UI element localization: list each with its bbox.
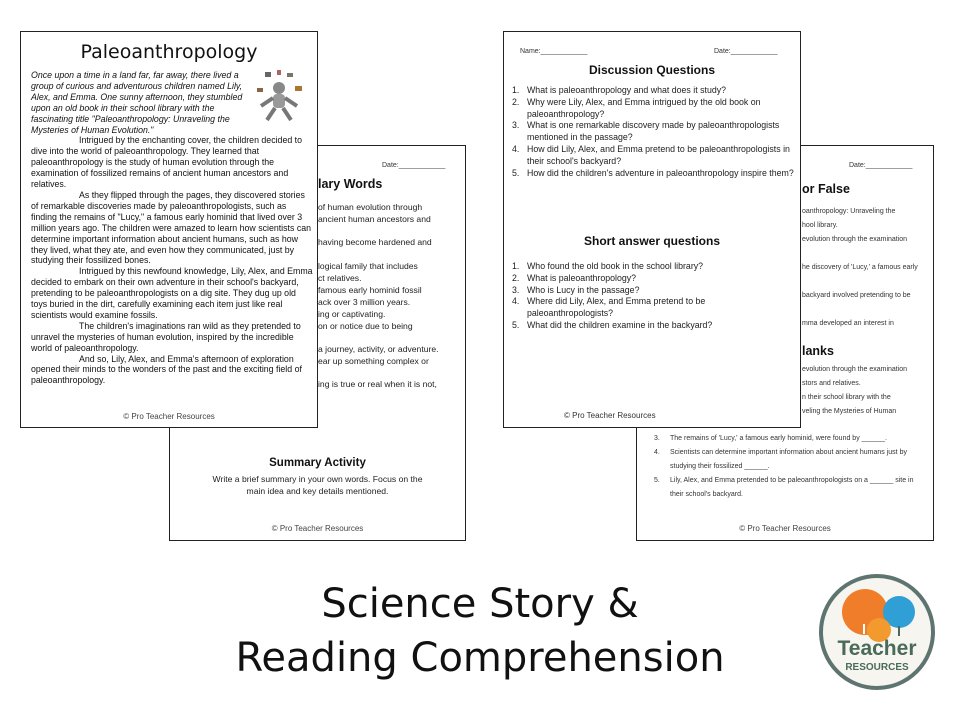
- short-answer-list: [512, 261, 796, 332]
- list-item: 2. Why were Lily, Alex, and Emma intrigued by the old book on paleoanthropology?: [512, 96, 761, 119]
- vocab-line: having become hardened and: [318, 237, 432, 247]
- date-field: Date:____________: [714, 48, 778, 55]
- tf-line: evolution through the examination: [802, 236, 908, 243]
- blank-line: evolution through the examination: [802, 366, 908, 373]
- vocab-line: logical family that includes: [318, 261, 418, 271]
- list-item: 3. What is one remarkable discovery made by paleoanthropologists mentioned in the passage?: [512, 120, 780, 143]
- copyright-footer: © Pro Teacher Resources: [739, 524, 831, 533]
- story-paragraph: Once upon a time in a land far, far away, there lived a group of curious and adventurous children named Lily, Alex, and Emma. One sunny afternoon, they stumbled upon an old book in their school library with the fascinating title "Paleoanthropology: Unraveling the Mysteries of Human Evolution.": [31, 70, 243, 135]
- short-answer-heading: Short answer questions: [583, 234, 721, 248]
- story-paragraph: The children's imaginations ran wild as they pretended to unravel the mysteries of human evolution, inspired by the incredible world of paleoanthropology.: [31, 320, 301, 353]
- list-item: 4. Where did Lily, Alex, and Emma pretend to be paleoanthropologists?: [512, 296, 706, 319]
- copyright-footer: © Pro Teacher Resources: [564, 411, 656, 420]
- tf-line: oanthropology: Unraveling the: [802, 208, 896, 215]
- tf-line: hool library.: [802, 222, 838, 229]
- blank-line: stors and relatives.: [802, 380, 861, 387]
- teacher-resources-logo: [819, 574, 935, 690]
- name-field: Name:____________: [520, 48, 588, 55]
- vocab-line: ear up something complex or: [318, 356, 429, 366]
- blank-item: The remains of 'Lucy,' a famous early hominid, were found by ______.: [670, 435, 887, 442]
- list-item: 4. How did Lily, Alex, and Emma pretend to be paleoanthropologists in their school's backyard?: [512, 143, 790, 166]
- story-paragraph: As they flipped through the pages, they discovered stories of remarkable discoveries made by paleoanthropologists, such as finding the remains of "Lucy," a famous early hominid that lived over 3 million years ago. The children were amazed to learn how scientists can determine important information about ancient humans, such as how they lived, what they ate, and even how they communicated, just by studying their fossilized bones.: [31, 189, 312, 266]
- story-text: [31, 70, 313, 386]
- copyright-footer: © Pro Teacher Resources: [271, 524, 364, 533]
- blank-item: Scientists can determine important information about ancient humans just by: [670, 449, 907, 456]
- list-item: 2. What is paleoanthropology?: [512, 272, 637, 283]
- blank-item-number: 5.: [654, 477, 660, 484]
- story-page: [20, 31, 318, 428]
- date-field: Date:____________: [382, 162, 446, 169]
- blank-item: Lily, Alex, and Emma pretended to be paleoanthropologists on a ______ site in: [670, 477, 914, 484]
- story-paragraph: And so, Lily, Alex, and Emma's afternoon of exploration opened their minds to the wonders of the past and the exciting field of paleoanthropology.: [31, 353, 302, 386]
- story-paragraph: Intrigued by this newfound knowledge, Lily, Alex, and Emma decided to embark on their own adventure in their school's backyard, pretending to be paleoanthropologists on a dig site. They dug up old toys buried in the dirt, carefully examining each item just like real scientists would examine fossils.: [31, 266, 313, 320]
- vocab-line: ing or captivating.: [318, 309, 386, 319]
- tf-line: he discovery of 'Lucy,' a famous early: [802, 264, 918, 271]
- vocab-line: on or notice due to being: [318, 321, 413, 331]
- blank-item-number: 4.: [654, 449, 660, 456]
- vocab-line: ack over 3 million years.: [318, 297, 411, 307]
- logo-subtext: RESOURCES: [845, 662, 909, 673]
- tf-line: mma developed an interest in: [802, 320, 894, 327]
- discussion-list: [512, 85, 796, 179]
- logo-text: Teacher: [837, 637, 917, 660]
- vocab-line: ancient human ancestors and: [318, 214, 431, 224]
- date-field: Date:____________: [849, 162, 913, 169]
- blank-line: n their school library with the: [802, 394, 891, 401]
- list-item: 3. Who is Lucy in the passage?: [512, 284, 640, 295]
- list-item: 5. How did the children's adventure in paleoanthropology inspire them?: [512, 167, 794, 178]
- story-title: Paleoanthropology: [80, 41, 258, 63]
- list-item: 1. Who found the old book in the school library?: [512, 261, 704, 271]
- summary-instruction: main idea and key details mentioned.: [246, 486, 389, 496]
- questions-page: [503, 31, 801, 428]
- vocab-line: ing is true or real when it is not,: [318, 379, 437, 389]
- summary-instruction: Write a brief summary in your own words. Focus on the: [212, 474, 423, 484]
- tf-line: backyard involved pretending to be: [802, 292, 911, 299]
- story-paragraph: Intrigued by the enchanting cover, the children decided to dive into the world of paleoanthropology. They learned that paleoanthropology is the study of human evolution through the examination of fossilized remains of ancient human ancestors and relatives.: [31, 135, 303, 190]
- vocab-line: a journey, activity, or adventure.: [318, 344, 439, 354]
- list-item: 5. What did the children examine in the backyard?: [512, 319, 713, 330]
- blank-line: veling the Mysteries of Human: [802, 408, 897, 415]
- discussion-heading: Discussion Questions: [588, 63, 716, 77]
- blank-item: their school's backyard.: [670, 491, 743, 498]
- vocab-line: of human evolution through: [318, 202, 423, 212]
- fill-blanks-heading: lanks: [802, 344, 834, 358]
- product-title-line-1: Science Story &: [321, 581, 639, 627]
- vocab-line: famous early hominid fossil: [318, 285, 422, 295]
- blank-item-number: 3.: [654, 435, 660, 442]
- vocab-line: ct relatives.: [318, 273, 362, 283]
- list-item: 1. What is paleoanthropology and what does it study?: [512, 85, 727, 95]
- product-title-line-2: Reading Comprehension: [235, 635, 725, 681]
- true-false-heading: or False: [802, 182, 850, 196]
- summary-heading: Summary Activity: [269, 457, 366, 469]
- blank-item: studying their fossilized ______.: [670, 463, 770, 470]
- copyright-footer: © Pro Teacher Resources: [123, 412, 215, 421]
- vocabulary-heading: lary Words: [318, 177, 383, 191]
